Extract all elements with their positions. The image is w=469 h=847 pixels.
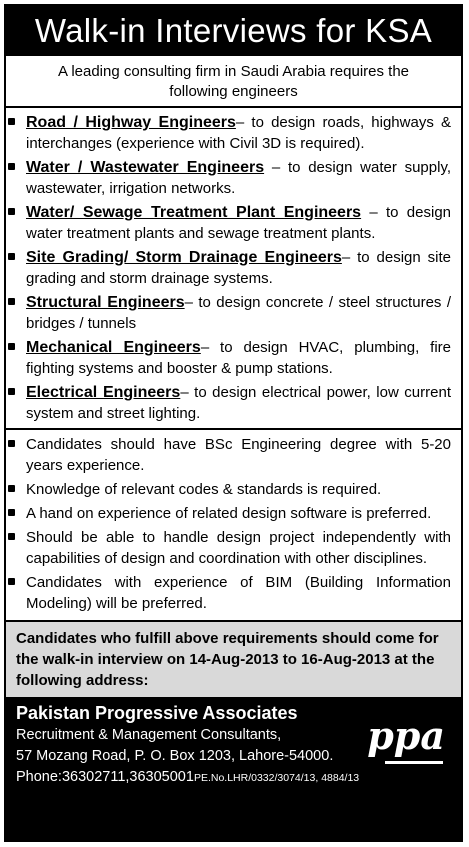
requirement-text: A hand on experience of related design software is preferred. [26,505,432,522]
engineer-desc: – to design water supply, wastewater, irrigation networks. [26,159,452,197]
requirement-text: Knowledge of relevant codes & standards is required. [26,481,382,498]
engineer-title: Water / Wastewater Engineers [26,159,265,176]
bullet-icon [8,440,15,447]
engineer-item [26,247,451,289]
engineer-desc: – to design concrete / steel structures / bridges / tunnels [26,294,451,332]
bullet-icon [8,253,15,260]
bullet-icon [8,388,15,395]
logo-underline [385,761,443,764]
engineer-title: Site Grading/ Storm Drainage Engineers [26,249,342,266]
job-advertisement [4,4,463,842]
bullet-icon [8,485,15,492]
bullet-icon [8,118,15,125]
ad-title: Walk-in Interviews for KSA [34,12,433,49]
requirement-text: Should be able to handle design project independently with capabilities of design and coordination with other disciplines. [26,529,451,567]
contact-line [16,767,451,789]
closing-text: Candidates who fulfill above requirements should come for the walk-in interview on 14-Aug-2013 to 16-Aug-2013 at the following address: [16,630,439,689]
pe-number: PE.No.LHR/0332/3074/13, 4884/13 [193,772,360,784]
intro-line-1: A leading consulting firm in Saudi Arabia requires the [57,63,410,80]
engineers-list [6,106,461,428]
engineer-desc: – to design HVAC, plumbing, fire fighting systems and booster & pump stations. [26,339,452,377]
engineer-title: Road / Highway Engineers [26,114,236,131]
requirement-item [26,479,451,500]
company-address: 57 Mozang Road, P. O. Box 1203, Lahore-54000. [16,748,334,764]
requirements-list [6,428,461,620]
engineer-desc: – to design roads, highways & interchanges (experience with Civil 3D is required). [26,114,451,152]
engineer-desc: – to design electrical power, low current system and street lighting. [26,384,451,422]
engineer-title: Mechanical Engineers [26,339,201,356]
engineer-item [26,382,451,424]
ppa-logo: ppa [367,713,445,758]
bullet-icon [8,298,15,305]
bullet-icon [8,208,15,215]
bullet-icon [8,343,15,350]
requirement-text: Candidates should have BSc Engineering degree with 5-20 years experience. [26,436,451,474]
company-name: Pakistan Progressive Associates [16,703,298,723]
requirement-item [26,572,451,614]
engineer-item [26,112,451,154]
engineer-desc: – to design water treatment plants and sewage treatment plants. [26,204,451,242]
bullet-icon [8,163,15,170]
bullet-icon [8,578,15,585]
company-tagline: Recruitment & Management Consultants, [16,727,282,743]
contact-footer [6,697,461,842]
ad-header [6,6,461,56]
engineer-item [26,292,451,334]
engineer-item [26,157,451,199]
engineer-item [26,337,451,379]
requirement-item [26,434,451,476]
engineer-title: Electrical Engineers [26,384,181,401]
engineer-desc: – to design site grading and storm drainage systems. [26,249,451,287]
engineer-title: Structural Engineers [26,294,185,311]
bullet-icon [8,509,15,516]
engineer-title: Water/ Sewage Treatment Plant Engineers [26,204,362,221]
requirement-item [26,527,451,569]
requirement-text: Candidates with experience of BIM (Building Information Modeling) will be preferred. [26,574,451,612]
requirement-item [26,503,451,524]
engineer-item [26,202,451,244]
bullet-icon [8,533,15,540]
intro-line-2: following engineers [169,83,298,100]
phone-numbers: Phone:36302711,36305001 [16,769,194,785]
intro-text [6,56,461,106]
closing-note [6,620,461,697]
